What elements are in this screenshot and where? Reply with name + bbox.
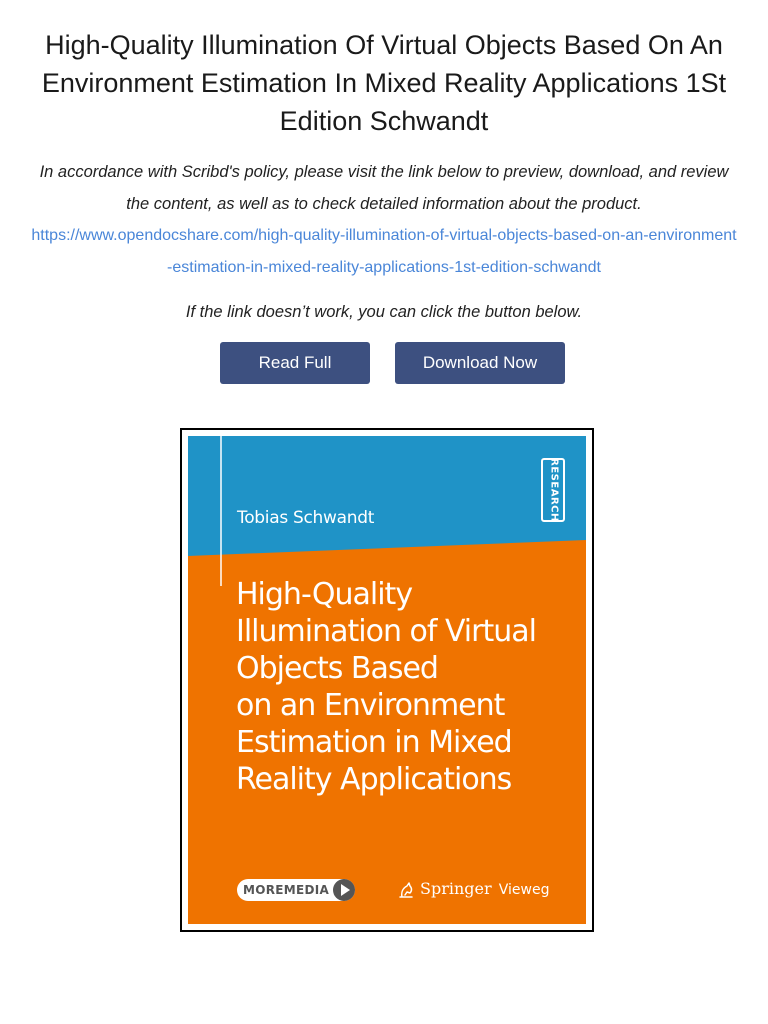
publisher-imprint: Vieweg xyxy=(498,882,550,898)
play-icon xyxy=(333,879,355,901)
cover-series-label: RESEARCH xyxy=(548,458,560,522)
cover-series-badge xyxy=(541,458,565,522)
publisher-name: Springer xyxy=(420,879,492,898)
read-full-button[interactable]: Read Full xyxy=(220,342,370,384)
publisher-logo xyxy=(396,876,549,902)
download-now-button[interactable]: Download Now xyxy=(395,342,565,384)
cover-title: High-Quality Illumination of Virtual Objects Based on an Environment Estimation in Mixed Reality Applications xyxy=(236,577,536,797)
book-cover xyxy=(188,436,586,924)
cover-author: Tobias Schwandt xyxy=(237,508,375,528)
springer-horse-icon xyxy=(396,880,416,900)
cover-slant xyxy=(188,540,586,571)
product-link[interactable]: https://www.opendocshare.com/high-quality-illumination-of-virtual-objects-based-on-an-environment-estimation-in-mixed-reality-applications-1st-edition-schwandt xyxy=(31,227,737,276)
fallback-notice: If the link doesn’t work, you can click the button below. xyxy=(185,303,583,321)
moremedia-badge xyxy=(237,879,355,901)
book-cover-frame xyxy=(180,428,594,932)
policy-notice: In accordance with Scribd's policy, please visit the link below to preview, download, and review the content, as well as to check detailed information about the product. xyxy=(39,163,729,213)
moremedia-label: MOREMEDIA xyxy=(243,883,330,897)
page-title: High-Quality Illumination Of Virtual Objects Based On An Environment Estimation In Mixed Reality Applications 1St Edition Schwandt xyxy=(41,30,727,136)
